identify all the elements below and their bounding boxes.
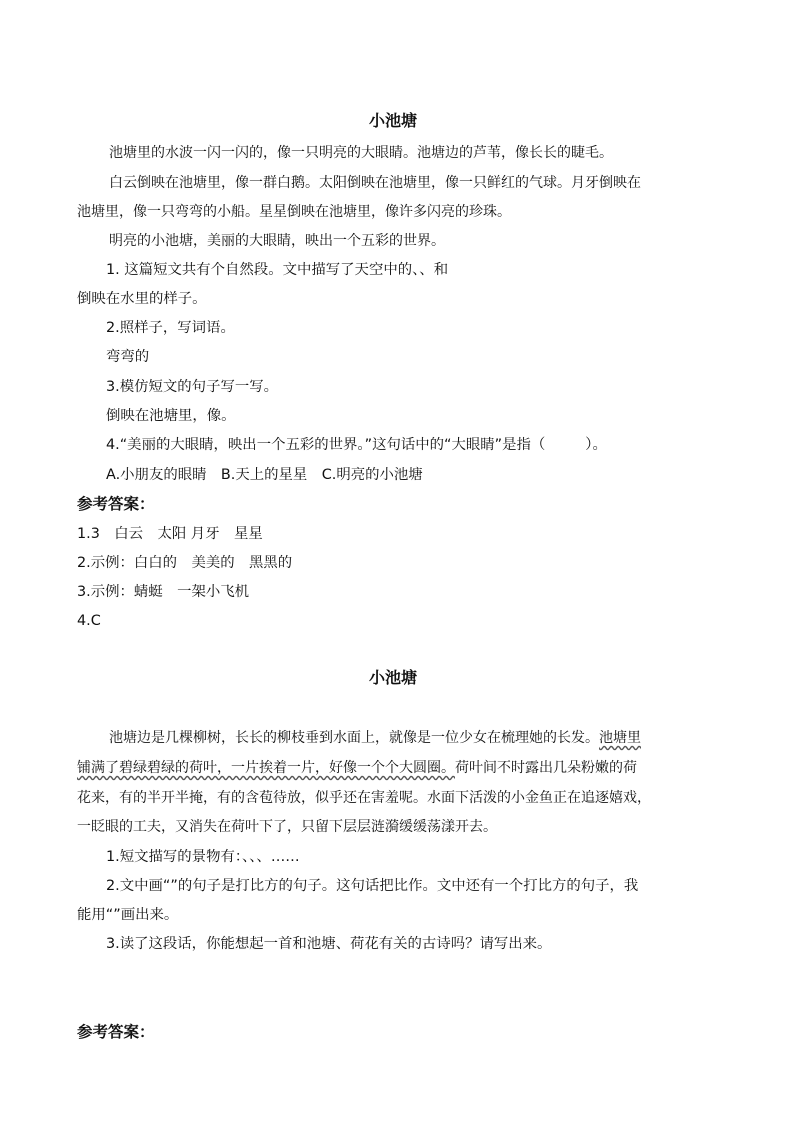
passage1-question-1-line-2: 倒映在水里的样子。 bbox=[77, 291, 207, 307]
passage2-line-1-underlined: 池塘里 bbox=[599, 730, 641, 746]
passage1-question-4-close: ）。 bbox=[585, 437, 607, 453]
passage1-question-4-options: A.小朋友的眼睛 B.天上的星星 C.明亮的小池塘 bbox=[106, 467, 423, 483]
answers1-answer-3: 3.示例：蜻蜓 一架小飞机 bbox=[77, 584, 250, 600]
passage2-line-1-text: 池塘边是几棵柳树，长长的柳枝垂到水面上，就像是一位少女在梳理她的长发。 bbox=[109, 730, 599, 746]
passage1-question-4 bbox=[106, 435, 607, 455]
passage2-line-2-text: 荷叶间不时露出几朵粉嫩的荷 bbox=[455, 760, 637, 776]
passage2-question-2-line-1: 2.文中画“”的句子是打比方的句子。这句话把比作。文中还有一个打比方的句子，我 bbox=[106, 878, 639, 894]
answers2-heading: 参考答案： bbox=[77, 1023, 155, 1041]
answers1-answer-1: 1.3 白云 太阳 月牙 星星 bbox=[77, 526, 263, 542]
passage1-paragraph-1: 池塘里的水波一闪一闪的，像一只明亮的大眼睛。池塘边的芦苇，像长长的睫毛。 bbox=[109, 145, 613, 161]
passage2-line-4: 一眨眼的工夫，又消失在荷叶下了，只留下层层涟漪缓缓荡漾开去。 bbox=[77, 819, 497, 835]
passage2-line-2-underlined: 铺满了碧绿碧绿的荷叶，一片挨着一片，好像一个个大圆圈。 bbox=[77, 760, 455, 776]
passage2-title: 小池塘 bbox=[369, 668, 418, 687]
passage2-line-3: 花来，有的半开半掩，有的含苞待放，似乎还在害羞呢。水面下活泼的小金鱼正在追逐嬉戏， bbox=[77, 790, 651, 806]
answers1-answer-4: 4.C bbox=[77, 613, 101, 629]
answers1-heading: 参考答案： bbox=[77, 495, 155, 513]
passage1-paragraph-3: 明亮的小池塘，美丽的大眼睛，映出一个五彩的世界。 bbox=[109, 233, 445, 249]
passage1-paragraph-2-line-2: 池塘里，像一只弯弯的小船。星星倒映在池塘里，像许多闪亮的珍珠。 bbox=[77, 204, 511, 220]
passage2-question-2-line-2: 能用“”画出来。 bbox=[77, 907, 179, 923]
passage2-question-1: 1.短文描写的景物有：、、、…… bbox=[106, 849, 300, 865]
passage2-line-1 bbox=[109, 728, 641, 748]
passage1-paragraph-2-line-1: 白云倒映在池塘里，像一群白鹅。太阳倒映在池塘里，像一只鲜红的气球。月牙倒映在 bbox=[109, 175, 641, 191]
passage1-question-1-line-1: 1. 这篇短文共有个自然段。文中描写了天空中的、、和 bbox=[106, 262, 449, 278]
passage2-question-3: 3.读了这段话，你能想起一首和池塘、荷花有关的古诗吗？请写出来。 bbox=[106, 936, 552, 952]
passage1-title: 小池塘 bbox=[369, 111, 418, 130]
passage1-question-4-text: 4.“美丽的大眼睛，映出一个五彩的世界。”这句话中的“大眼睛”是指（ bbox=[106, 437, 546, 453]
passage1-question-3-example: 倒映在池塘里，像。 bbox=[106, 408, 236, 424]
passage2-line-2 bbox=[77, 758, 637, 778]
passage1-question-3: 3.模仿短文的句子写一写。 bbox=[106, 379, 279, 395]
passage1-question-2: 2.照样子，写词语。 bbox=[106, 320, 235, 336]
passage1-question-2-example: 弯弯的 bbox=[106, 349, 150, 365]
answers1-answer-2: 2.示例：白白的 美美的 黑黑的 bbox=[77, 555, 293, 571]
